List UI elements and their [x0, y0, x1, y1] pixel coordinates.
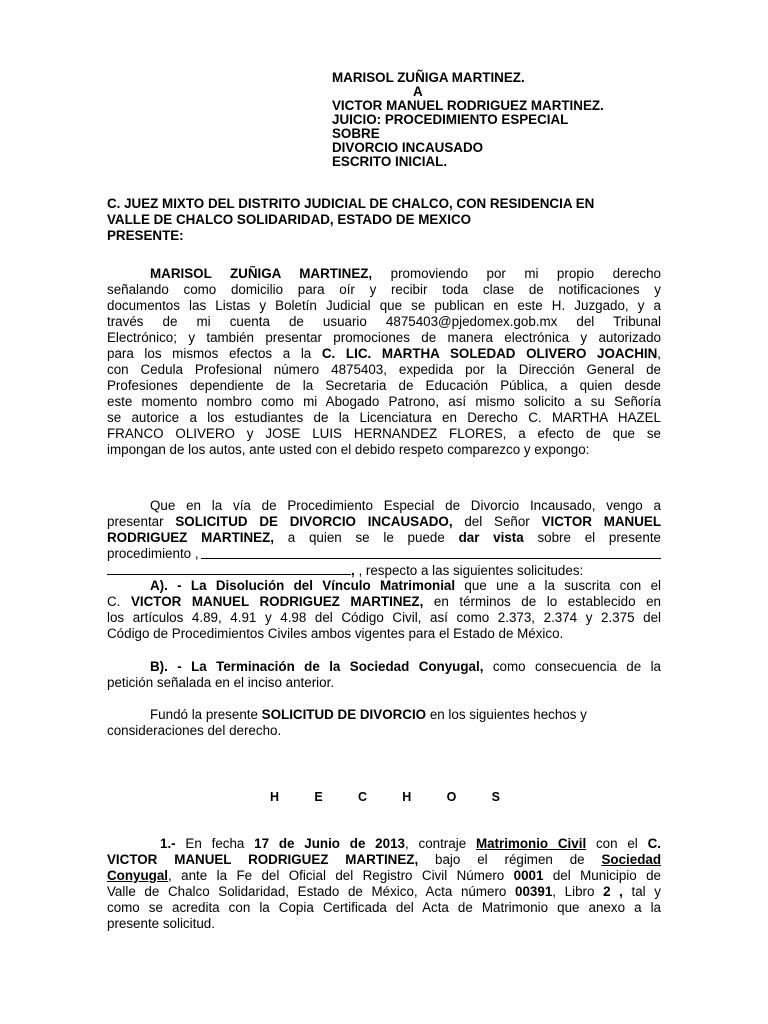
facts-heading-letter: E: [314, 790, 323, 804]
item-b-heading: B). - La Terminación de la Sociedad Conyugal,: [150, 659, 484, 674]
attorney-name: C. LIC. MARTHA SOLEDAD OLIVERO JOACHIN: [321, 346, 658, 361]
facts-heading-letter: C: [357, 790, 367, 804]
item-a-line: [107, 594, 661, 610]
act-number: 00391: [515, 884, 553, 899]
item-a-text: C.: [107, 594, 131, 609]
fact-number: 1.-: [160, 836, 176, 851]
marriage-date: 17 de Junio de 2013: [254, 836, 405, 851]
caption-document-type: ESCRITO INICIAL.: [332, 154, 448, 169]
intro-text: promoviendo por mi propio derecho: [372, 266, 661, 281]
request-text: presentar: [107, 514, 176, 529]
facts-heading-letter: H: [402, 790, 412, 804]
intro-line: través de mi cuenta de usuario 4875403@pjedomex.gob.mx del Tribunal: [107, 314, 661, 329]
fact-text: tal y: [622, 884, 661, 899]
request-text: a quien se le puede: [274, 530, 459, 545]
basis-line: consideraciones del derecho.: [107, 723, 282, 738]
intro-line: FRANCO OLIVERO y JOSE LUIS HERNANDEZ FLORES, a efecto de que se: [107, 426, 661, 441]
addressee-line-2: VALLE DE CHALCO SOLIDARIDAD, ESTADO DE MEXICO: [107, 212, 472, 227]
request-paragraph: [107, 498, 661, 578]
defendant-name: VICTOR MANUEL RODRIGUEZ MARTINEZ,: [130, 594, 424, 609]
intro-line: este momento nombro como mi Abogado Patrono, así mismo solicito a su Señoría: [107, 394, 661, 409]
fact-1-line: presente solicitud.: [107, 916, 215, 931]
case-caption: [332, 71, 652, 169]
request-text: , respecto a las siguientes solicitudes:: [354, 563, 584, 578]
intro-line: Electrónico; y también presentar promociones de manera electrónica y autorizado: [107, 330, 661, 345]
fact-1-line: [107, 836, 661, 852]
request-line: [107, 546, 661, 562]
request-emphasis: dar vista: [458, 530, 524, 545]
intro-line: [107, 266, 661, 282]
blank-line: [107, 562, 351, 575]
basis-text: Fundó la presente: [150, 707, 262, 722]
facts-heading-letter: S: [491, 790, 500, 804]
intro-line: señalando como domicilio para oír y recibir toda clase de notificaciones y: [107, 282, 661, 297]
item-a-heading: A). - La Disolución del Vínculo Matrimonial: [150, 578, 456, 593]
caption-subject: DIVORCIO INCAUSADO: [332, 140, 484, 155]
registry-number: 0001: [513, 868, 544, 883]
intro-paragraph: [107, 266, 661, 458]
item-a-line: [107, 578, 661, 594]
facts-heading: [270, 790, 500, 804]
caption-trial-type: JUICIO: PROCEDIMIENTO ESPECIAL: [332, 112, 569, 127]
addressee-line-1: C. JUEZ MIXTO DEL DISTRITO JUDICIAL DE CHALCO, CON RESIDENCIA EN: [107, 196, 595, 211]
item-b-text: como consecuencia de la: [483, 659, 661, 674]
fact-text: , Libro: [552, 884, 604, 899]
intro-text: ,: [657, 346, 661, 361]
intro-line: se autorice a los estudiantes de la Licenciatura en Derecho C. MARTHA HAZEL: [107, 410, 661, 425]
fact-1-line: [107, 884, 661, 900]
request-type: SOLICITUD DE DIVORCIO INCAUSADO,: [175, 514, 453, 529]
book-number: 2 ,: [603, 884, 623, 899]
item-a-line: los artículos 4.89, 4.91 y 4.98 del Código Civil, así como 2.373, 2.374 y 2.375 del: [107, 610, 661, 625]
fact-1-line: [107, 852, 661, 868]
intro-text: para los mismos efectos a la: [107, 346, 322, 361]
facts-heading-letter: H: [270, 790, 280, 804]
fact-text: En fecha: [175, 836, 255, 851]
request-line: [107, 514, 661, 530]
basis-paragraph: [107, 707, 661, 739]
plaintiff-name: MARISOL ZUÑIGA MARTINEZ,: [150, 266, 373, 281]
defendant-name: RODRIGUEZ MARTINEZ,: [107, 530, 274, 545]
blank-line: [201, 546, 661, 559]
request-text: ,: [351, 563, 355, 578]
fact-1-paragraph: [107, 836, 661, 932]
regime-name: Conyugal: [107, 868, 169, 883]
item-a-text: que une a la suscrita con el: [455, 578, 661, 593]
fact-text: con el: [586, 836, 648, 851]
addressee-line-3: PRESENTE:: [107, 228, 184, 243]
request-text: sobre el presente: [523, 530, 661, 545]
intro-line: impongan de los autos, ante usted con el debido respeto comparezco y expongo:: [107, 442, 590, 457]
item-b-paragraph: [107, 659, 661, 691]
item-b-line: petición señalada en el inciso anterior.: [107, 675, 335, 690]
intro-line: [107, 346, 661, 362]
fact-1-line: como se acredita con la Copia Certificada del Acta de Matrimonio que anexo a la: [107, 900, 661, 915]
fact-text: , contraje: [404, 836, 476, 851]
fact-text: , ante la Fe del Oficial del Registro Civil Número: [168, 868, 514, 883]
caption-about: SOBRE: [332, 126, 380, 141]
marriage-type: Matrimonio Civil: [475, 836, 587, 851]
defendant-name: VICTOR MANUEL: [541, 514, 661, 529]
regime-name: Sociedad: [601, 852, 661, 867]
basis-text: en los siguientes hechos y: [426, 707, 587, 722]
item-a-paragraph: [107, 578, 661, 642]
fact-text: C.: [647, 836, 661, 851]
fact-text: Valle de Chalco Solidaridad, Estado de México, Acta número: [107, 884, 516, 899]
caption-versus: A: [413, 84, 423, 99]
basis-emphasis: SOLICITUD DE DIVORCIO: [261, 707, 427, 722]
intro-line: Profesiones dependiente de la Secretaria de Educación Pública, a quien desde: [107, 378, 661, 393]
defendant-name: VICTOR MANUEL RODRIGUEZ MARTINEZ,: [107, 852, 419, 867]
caption-defendant: VICTOR MANUEL RODRIGUEZ MARTINEZ.: [332, 98, 604, 113]
request-text: procedimiento ,: [107, 546, 199, 561]
facts-heading-letter: O: [446, 790, 457, 804]
item-a-line: Código de Procedimientos Civiles ambos vigentes para el Estado de México.: [107, 626, 564, 641]
intro-line: documentos las Listas y Boletín Judicial que se publican en este H. Juzgado, y a: [107, 298, 661, 313]
fact-1-line: [107, 868, 661, 884]
basis-line: [107, 707, 661, 723]
request-line: Que en la vía de Procedimiento Especial de Divorcio Incausado, vengo a: [150, 498, 661, 513]
addressee: [107, 196, 667, 244]
caption-plaintiff: MARISOL ZUÑIGA MARTINEZ.: [332, 70, 525, 85]
intro-line: con Cedula Profesional número 4875403, expedida por la Dirección General de: [107, 362, 661, 377]
request-text: del Señor: [452, 514, 542, 529]
request-line: [107, 530, 661, 546]
fact-text: bajo el régimen de: [418, 852, 602, 867]
request-line: [107, 562, 661, 578]
item-a-text: en términos de lo establecido en: [423, 594, 661, 609]
fact-text: del Municipio de: [543, 868, 661, 883]
item-b-line: [107, 659, 661, 675]
